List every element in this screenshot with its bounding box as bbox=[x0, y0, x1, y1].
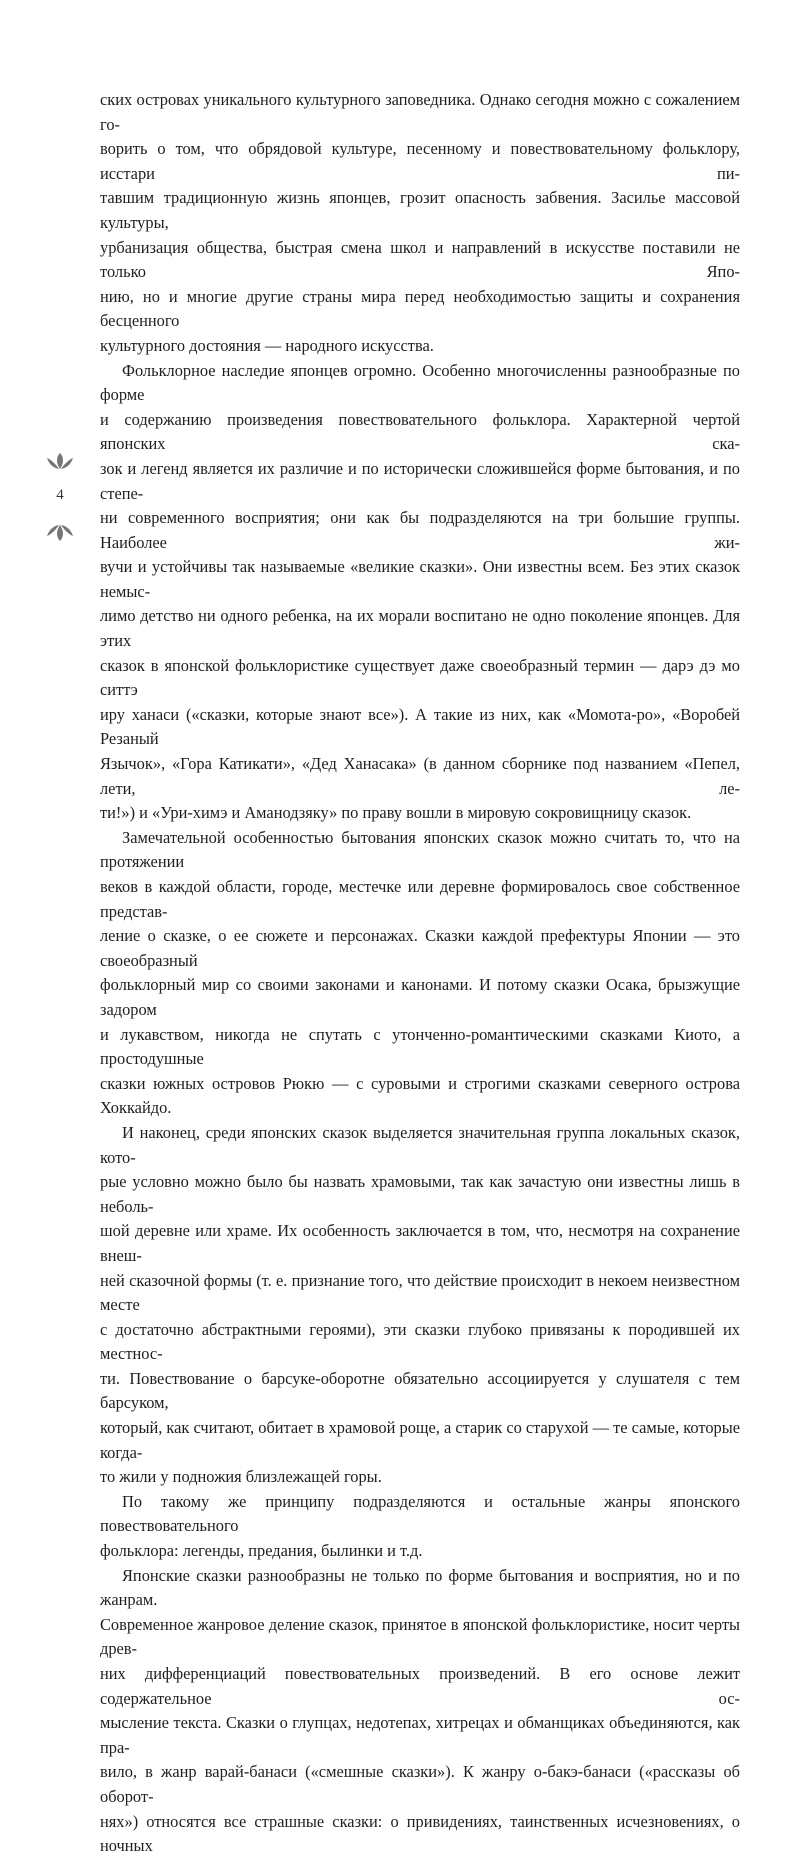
paragraph bbox=[100, 88, 740, 359]
text-line: шой деревне или храме. Их особенность заключается в том, что, несмотря на сохранение внеш- bbox=[100, 1221, 740, 1265]
text-line: культурного достояния — народного искусства. bbox=[100, 335, 434, 355]
text-line: нях») относятся все страшные сказки: о привидениях, таинственных исчезновениях, о ночных bbox=[100, 1811, 740, 1856]
text-line: них дифференциаций повествовательных произведений. В его основе лежит содержательное ос- bbox=[100, 1664, 740, 1708]
text-line: вило, в жанр варай-банаси («смешные сказки»). К жанру о-бакэ-банаси («рассказы об оборот- bbox=[100, 1762, 740, 1806]
text-line: с достаточно абстрактными героями), эти сказки глубоко привязаны к породившей их местнос- bbox=[100, 1319, 740, 1364]
text-line: ворить о том, что обрядовой культуре, песенному и повествовательному фольклору, исстари пи- bbox=[100, 139, 740, 183]
paragraph bbox=[100, 1490, 740, 1564]
text-line: и содержанию произведения повествовательного фольклора. Характерной чертой японских ска- bbox=[100, 409, 740, 454]
text-line: то жили у подножия близлежащей горы. bbox=[100, 1467, 382, 1487]
text-line: ни современного восприятия; они как бы подразделяются на три большие группы. Наиболее жи- bbox=[100, 508, 740, 552]
text-line: вучи и устойчивы так называемые «великие сказки». Они известны всем. Без этих сказок немыс- bbox=[100, 557, 740, 601]
text-line: Фольклорное наследие японцев огромно. Особенно многочисленны разнообразные по форме bbox=[100, 360, 740, 405]
text-line: урбанизация общества, быстрая смена школ и направлений в искусстве поставили не только Япо- bbox=[100, 237, 740, 282]
text-line: ти!») и «Ури-химэ и Аманодзяку» по праву вошли в мировую сокровищницу сказок. bbox=[100, 803, 692, 823]
text-line: лимо детство ни одного ребенка, на их морали воспитано не одно поколение японцев. Для этих bbox=[100, 606, 740, 651]
text-line: тавшим традиционную жизнь японцев, грозит опасность забвения. Засилье массовой культуры, bbox=[100, 188, 740, 232]
text-line: Современное жанровое деление сказок, принятое в японской фольклористике, носит черты древ- bbox=[100, 1614, 740, 1659]
paragraph bbox=[100, 826, 740, 1121]
text-line: фольклорный мир со своими законами и канонами. И потому сказки Осака, брызжущие задором bbox=[100, 975, 740, 1019]
text-line: ление о сказке, о ее сюжете и персонажах. Сказки каждой префектуры Японии — это своеобразный bbox=[100, 926, 740, 970]
text-line: и лукавством, никогда не спутать с утонченно-романтическими сказками Киото, а простодушные bbox=[100, 1024, 740, 1069]
paragraph bbox=[100, 1121, 740, 1490]
text-line: По такому же принципу подразделяются и остальные жанры японского повествовательного bbox=[100, 1491, 740, 1536]
text-line: Язычок», «Гора Катикати», «Дед Ханасака» (в данном сборнике под названием «Пепел, лети, ле- bbox=[100, 754, 740, 798]
paragraph bbox=[100, 359, 740, 826]
text-line: Японские сказки разнообразны не только по форме бытования и восприятия, но и по жанрам. bbox=[100, 1565, 740, 1610]
text-line: ти. Повествование о барсуке-оборотне обязательно ассоциируется у слушателя с тем барсуком, bbox=[100, 1368, 740, 1413]
text-line: иру ханаси («сказки, которые знают все»). А такие из них, как «Момота-ро», «Воробей Резаный bbox=[100, 704, 740, 749]
page-number: 4 bbox=[56, 487, 64, 503]
text-line: сказки южных островов Рюкю — с суровыми и строгими сказками северного острова Хоккайдо. bbox=[100, 1073, 740, 1118]
text-line: Замечательной особенностью бытования японских сказок можно считать то, что на протяжении bbox=[100, 827, 740, 872]
text-line: сказок в японской фольклористике существует даже своеобразный термин — дарэ дэ мо ситтэ bbox=[100, 655, 740, 700]
text-line: И наконец, среди японских сказок выделяется значительная группа локальных сказок, кото- bbox=[100, 1122, 740, 1167]
text-line: ней сказочной формы (т. е. признание того, что действие происходит в некоем неизвестном месте bbox=[100, 1270, 740, 1315]
paragraph bbox=[100, 1564, 740, 1859]
text-line: зок и легенд является их различие и по исторически сложившейся форме бытования, и по степе- bbox=[100, 458, 740, 503]
text-line: мысление текста. Сказки о глупцах, недотепах, хитрецах и обманщиках объединяются, как пра- bbox=[100, 1713, 740, 1757]
text-line: который, как считают, обитает в храмовой роще, а старик со старухой — те самые, которые когда- bbox=[100, 1418, 740, 1462]
lotus-leaves-top-icon bbox=[45, 452, 75, 470]
text-line: ских островах уникального культурного заповедника. Однако сегодня можно с сожалением го- bbox=[100, 90, 740, 134]
text-line: фольклора: легенды, предания, былинки и т.д. bbox=[100, 1541, 423, 1561]
text-line: веков в каждой области, городе, местечке или деревне формировалось свое собственное представ- bbox=[100, 877, 740, 921]
lotus-leaves-bottom-icon bbox=[45, 524, 75, 542]
text-line: нию, но и многие другие страны мира перед необходимостью защиты и сохранения бесценного bbox=[100, 286, 740, 331]
text-line: рые условно можно было бы назвать храмовыми, так как зачастую они известны лишь в неболь- bbox=[100, 1172, 740, 1216]
body-text bbox=[100, 88, 740, 1859]
